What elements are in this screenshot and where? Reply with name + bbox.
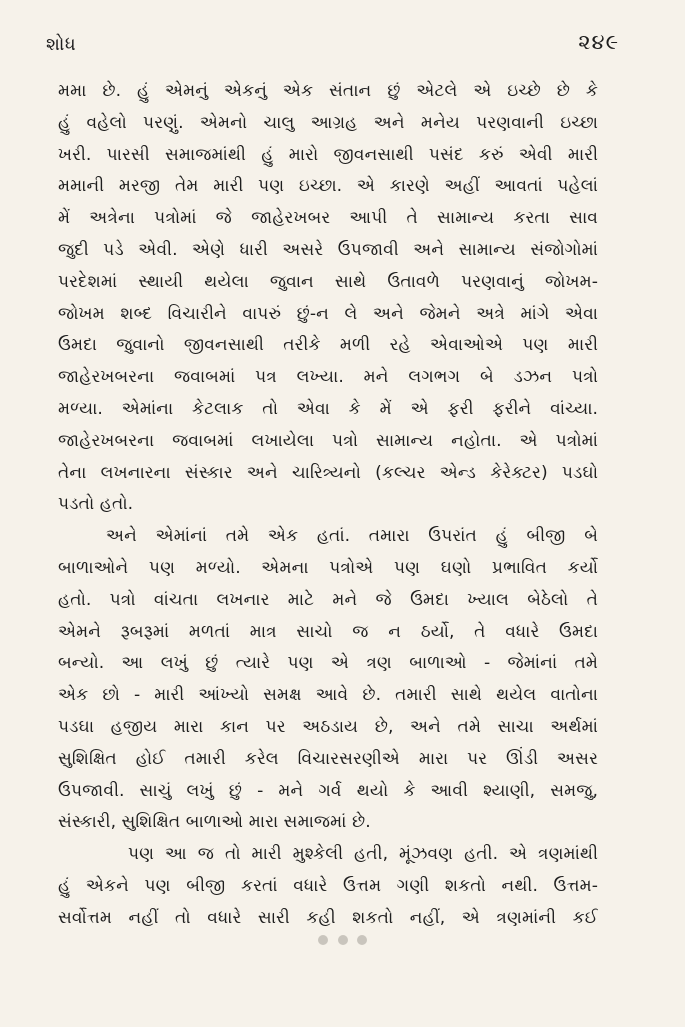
text-line: સંસ્કારી, સુશિક્ષિત બાળાઓ મારા સમાજમાં છે. <box>58 812 371 833</box>
text-line: ખરી. પારસી સમાજમાંથી હું મારો જીવનસાથી પસંદ કરું એવી મારી <box>58 144 598 165</box>
text-line: જાહેરખબરના જવાબમાં લખાયેલા પત્રો સામાન્ય નહોતા. એ પત્રોમાં <box>58 430 598 451</box>
text-line: જુદી પડે એવી. એણે ધારી અસરે ઉપજાવી અને સામાન્ય સંજોગોમાં <box>58 239 598 260</box>
paragraph-2 <box>58 521 598 839</box>
text-line: એક છો - મારી આંખ્યો સમક્ષ આવે છે. તમારી સાથે થયેલ વાતોના <box>58 685 598 706</box>
ornament-dot-icon <box>318 935 328 945</box>
body-text <box>58 76 598 935</box>
text-line: સુશિક્ષિત હોઈ તમારી કરેલ વિચારસરણીએ મારા પર ઊંડી અસર <box>58 748 598 769</box>
text-line: પણ આ જ તો મારી મુશ્કેલી હતી, મૂંઝવણ હતી. એ ત્રણમાંથી <box>128 844 598 865</box>
text-line: મમાની મરજી તેમ મારી પણ ઇચ્છા. એ કારણે અહીં આવતાં પહેલાં <box>58 176 598 197</box>
text-line: મમા છે. હું એમનું એકનું એક સંતાન છું એટલે એ ઇચ્છે છે કે <box>58 81 598 101</box>
text-line: મળ્યા. એમાંના કેટલાક તો એવા કે મેં એ ફરી ફરીને વાંચ્યા. <box>58 398 598 419</box>
text-line: મેં અત્રેના પત્રોમાં જે જાહેરખબર આપી તે સામાન્ય કરતા સાવ <box>58 208 598 229</box>
running-title: શોધ <box>46 34 77 55</box>
page-number: ૨૪૯ <box>578 30 619 54</box>
page-ornament <box>0 930 685 949</box>
text-line: હું વહેલો પરણું. એમનો ચાલુ આગ્રહ અને મનેય પરણવાની ઇચ્છા <box>58 112 598 133</box>
text-line: અને એમાંનાં તમે એક હતાં. તમારા ઉપરાંત હું બીજી બે <box>106 526 598 547</box>
text-line: બન્યો. આ લખું છું ત્યારે પણ એ ત્રણ બાળાઓ - જેમાંનાં તમે <box>58 653 598 674</box>
text-line: પરદેશમાં સ્થાયી થયેલા જુવાન સાથે ઉતાવળે પરણવાનું જોખમ- <box>58 271 598 292</box>
paragraph-1 <box>58 76 598 521</box>
text-line: ઉમદા જુવાનો જીવનસાથી તરીકે મળી રહે એવાઓએ પણ મારી <box>58 335 598 356</box>
text-line: તેના લખનારના સંસ્કાર અને ચારિત્ર્યનો (કલ્ચર એન્ડ કેરેક્ટર) પડઘો <box>58 462 598 483</box>
ornament-dot-icon <box>338 935 348 945</box>
text-line: પડઘા હજીય મારા કાન પર અઠડાય છે, અને તમે સાચા અર્થમાં <box>58 716 598 737</box>
text-line: જાહેરખબરના જવાબમાં પત્ર લખ્યા. મને લગભગ બે ડઝન પત્રો <box>58 367 598 388</box>
text-line: એમને રૂબરૂમાં મળતાં માત્ર સાચો જ ન ઠર્યો, તે વધારે ઉમદા <box>58 621 598 642</box>
text-line: જોખમ શબ્દ વિચારીને વાપરું છું-ન લે અને જેમને અત્રે માંગે એવા <box>58 303 598 324</box>
ornament-dot-icon <box>357 935 367 945</box>
paragraph-3 <box>58 839 598 934</box>
text-line: પડતો હતો. <box>58 494 134 515</box>
text-line: ઉપજાવી. સાચું લખું છું - મને ગર્વ થયો કે આવી શ્યાણી, સમજુ, <box>58 780 598 801</box>
text-line: બાળાઓને પણ મળ્યો. એમના પત્રોએ પણ ઘણો પ્રભાવિત કર્યો <box>58 557 598 578</box>
text-line: હતો. પત્રો વાંચતા લખનાર માટે મને જે ઉમદા ખ્યાલ બેઠેલો તે <box>58 589 598 610</box>
text-line: હું એકને પણ બીજી કરતાં વધારે ઉત્તમ ગણી શકતો નથી. ઉત્તમ- <box>58 875 598 896</box>
text-line: સર્વોત્તમ નહીં તો વધારે સારી કહી શકતો નહીં, એ ત્રણમાંની કઈ <box>58 907 598 928</box>
